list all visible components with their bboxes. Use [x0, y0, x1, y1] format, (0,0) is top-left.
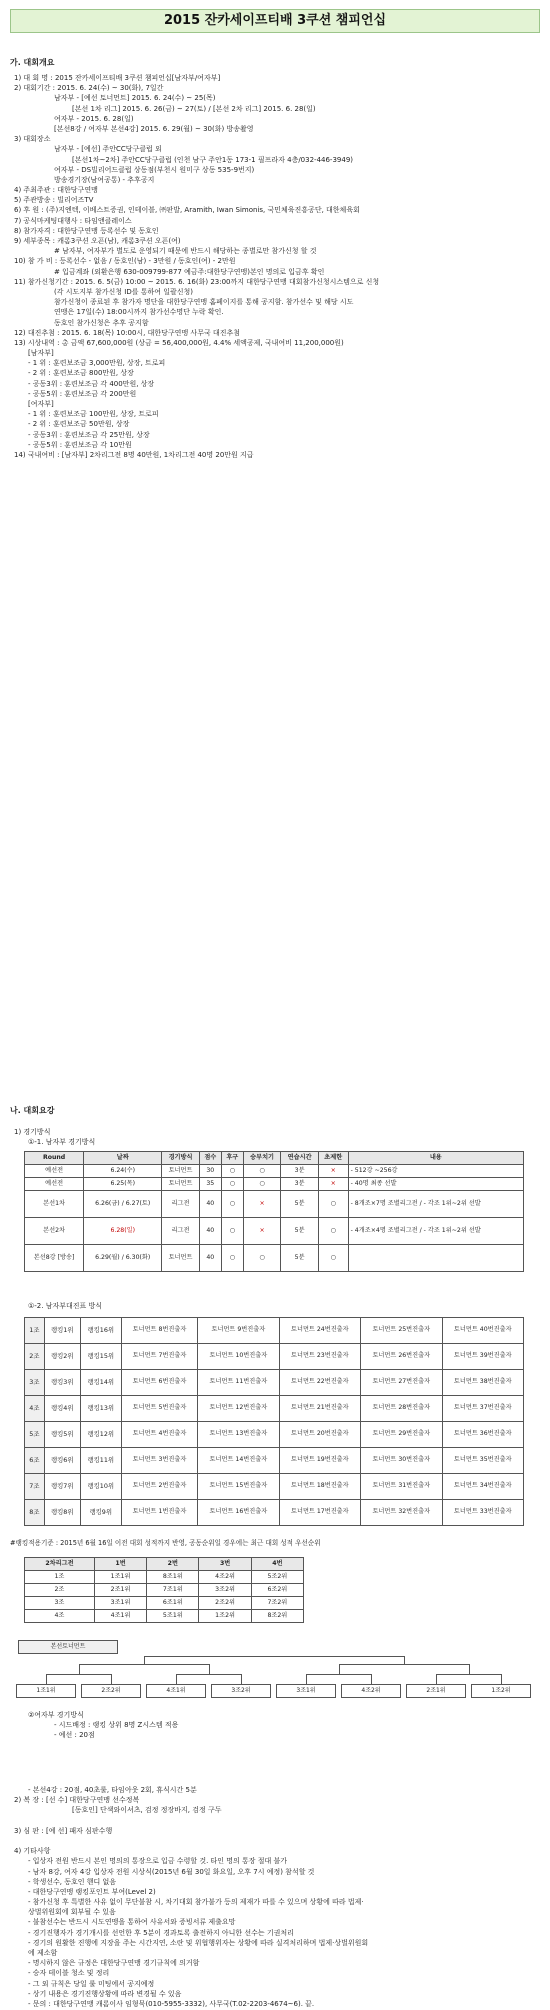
bracket-slot: 4조1위 — [146, 1684, 206, 1698]
list-item: 3) 대회장소 — [14, 135, 51, 144]
list-item: 에 제소함 — [28, 1949, 58, 1957]
table-cell: 6조1위 — [147, 1597, 199, 1610]
table-cell: 토너먼트 1번진출자 — [121, 1500, 197, 1526]
table-row — [25, 1318, 524, 1344]
table-row — [25, 1422, 524, 1448]
table-cell: 랭킹6위 — [44, 1448, 80, 1474]
table-cell: 본선8강 [방송] — [25, 1245, 84, 1272]
table-row — [25, 1245, 524, 1272]
table-row — [25, 1448, 524, 1474]
table-cell: 토너먼트 28번진출자 — [361, 1396, 442, 1422]
table-cell: 5조2위 — [251, 1571, 303, 1584]
table-header-cell: 승부치기 — [243, 1152, 281, 1165]
table-cell: 토너먼트 19번진출자 — [279, 1448, 360, 1474]
list-item: 5) 주관방송 : 빌리어즈TV — [14, 196, 94, 205]
table-cell: 랭킹15위 — [80, 1344, 121, 1370]
bracket-slot: 3조1위 — [276, 1684, 336, 1698]
list-item: 4) 기타사항 — [14, 1847, 51, 1856]
list-item: - 명시하지 않은 규정은 대한당구연맹 경기규칙에 의거함 — [28, 1959, 200, 1968]
bracket-connector — [79, 1664, 209, 1665]
table-cell: 토너먼트 33번진출자 — [442, 1500, 524, 1526]
list-item: 여자부 - DS빌리어드클럽 상동점(부천시 원미구 상동 535-9번지) — [54, 165, 255, 174]
table-cell: × — [318, 1165, 348, 1178]
table-cell: 토너먼트 32번진출자 — [361, 1500, 442, 1526]
table-cell: 6조2위 — [251, 1584, 303, 1597]
second-league-table — [24, 1557, 304, 1623]
list-item: [본선 1차 리그] 2015. 6. 26(금) ~ 27(토) / [본선 2차 리그] 2015. 6. 28(일) — [72, 104, 316, 113]
table-cell: ○ — [221, 1245, 243, 1272]
table-header-cell: 후구 — [221, 1152, 243, 1165]
table-cell: 8조2위 — [251, 1610, 303, 1623]
table-cell: 3조2위 — [199, 1584, 251, 1597]
bracket-slot: 3조2위 — [211, 1684, 271, 1698]
league-heading: ①-2. 남자부대진표 방식 — [28, 1302, 103, 1310]
table-cell: 7조2위 — [251, 1597, 303, 1610]
table-cell: 토너먼트 12번진출자 — [198, 1396, 279, 1422]
league-title-wrap — [14, 1302, 534, 1312]
table-cell: 5분 — [281, 1218, 319, 1245]
bracket-connector — [469, 1664, 470, 1674]
list-item: 3) 심 판 : [예 선] 패자 심판수행 — [14, 1826, 113, 1835]
list-item: 9) 세부종목 : 캐롬3쿠션 오픈(남), 캐롬3쿠션 오픈(여) — [14, 237, 181, 245]
list-item: 여자부 - 2015. 6. 28(일) — [54, 114, 134, 123]
men-match-format-table — [24, 1151, 524, 1272]
table-row — [25, 1218, 524, 1245]
women-method — [14, 1711, 534, 1742]
list-item: [본선8강 / 여자부 본선4강] 2015. 6. 29(월) ~ 30(화) 방송촬영 — [54, 124, 254, 133]
bracket-connector — [79, 1664, 80, 1674]
table-cell: 4조2위 — [199, 1571, 251, 1584]
table-row — [25, 1597, 304, 1610]
list-item: 11) 참가신청기간 : 2015. 6. 5(금) 10:00 ~ 2015. 6. 16(화) 23:00까지 대한당구연맹 대회참가신청시스템으로 신청 — [14, 277, 380, 286]
table-cell: ○ — [221, 1178, 243, 1191]
table-header-row — [25, 1152, 524, 1165]
table-cell: × — [243, 1218, 281, 1245]
table-cell — [348, 1245, 523, 1272]
table-cell: 토너먼트 36번진출자 — [442, 1422, 524, 1448]
table-cell: 3조 — [25, 1597, 95, 1610]
list-item: 연맹은 17일(수) 18:00시까지 참가선수명단 누락 확인. — [54, 308, 224, 317]
bracket-connector — [241, 1674, 242, 1684]
table-cell: 토너먼트 — [162, 1245, 200, 1272]
list-item: 8) 참가자격 : 대한당구연맹 등록선수 및 동호인 — [14, 226, 159, 235]
table-cell: 6.29(월) / 6.30(화) — [84, 1245, 162, 1272]
table-cell: 6.24(수) — [84, 1165, 162, 1178]
table-cell: ○ — [318, 1245, 348, 1272]
table-cell: 3조 — [25, 1370, 45, 1396]
list-item: 남자부 - [예선 토너먼트] 2015. 6. 24(수) ~ 25(목) — [54, 94, 216, 103]
bracket-slot: 1조1위 — [16, 1684, 76, 1698]
bracket-connector — [404, 1656, 405, 1664]
table-cell: 랭킹2위 — [44, 1344, 80, 1370]
list-item: 10) 참 가 비 : 등록선수 - 없음 / 동호인(남) - 3만원 / 동호인(여) - 2만원 — [14, 257, 236, 266]
group-draw-table — [24, 1317, 524, 1526]
table-cell: 40 — [199, 1191, 221, 1218]
table-cell: 토너먼트 31번진출자 — [361, 1474, 442, 1500]
table-cell: 토너먼트 26번진출자 — [361, 1344, 442, 1370]
section-heading-overview: 가. 대회개요 — [10, 58, 55, 67]
table-cell: 토너먼트 38번진출자 — [442, 1370, 524, 1396]
method-heading: 1) 경기방식 — [14, 1128, 51, 1136]
table-cell: 토너먼트 37번진출자 — [442, 1396, 524, 1422]
table-cell: 6.25(목) — [84, 1178, 162, 1191]
table-cell: 토너먼트 20번진출자 — [279, 1422, 360, 1448]
table-cell: ○ — [243, 1245, 281, 1272]
table-cell: 예선전 — [25, 1178, 84, 1191]
table-header-cell: 연습시간 — [281, 1152, 319, 1165]
list-item: - 참가신청 후 특별한 사유 없이 무단불참 시, 차기대회 참가불가 등의 제재가 따를 수 있으며 상황에 따라 법제· — [28, 1898, 364, 1907]
list-item: - 1 위 : 훈련보조금 3,000만원, 상장, 트로피 — [28, 359, 166, 368]
table-cell: 토너먼트 6번진출자 — [121, 1370, 197, 1396]
table-cell: ○ — [243, 1165, 281, 1178]
table-cell: 리그전 — [162, 1218, 200, 1245]
table-cell: 2조1위 — [94, 1584, 146, 1597]
table-row — [25, 1191, 524, 1218]
table-cell: 토너먼트 7번진출자 — [121, 1344, 197, 1370]
table-header-cell: 내용 — [348, 1152, 523, 1165]
table-cell: 5조 — [25, 1422, 45, 1448]
table-cell: 6.28(일) — [84, 1218, 162, 1245]
table-cell: 토너먼트 16번진출자 — [198, 1500, 279, 1526]
table-header-cell: 1번 — [94, 1558, 146, 1571]
list-item: [여자부] — [28, 400, 54, 408]
table-cell: 토너먼트 14번진출자 — [198, 1448, 279, 1474]
table-cell: 토너먼트 13번진출자 — [198, 1422, 279, 1448]
table-cell: 3조1위 — [94, 1597, 146, 1610]
bracket-connector — [501, 1674, 502, 1684]
table-cell: 토너먼트 4번진출자 — [121, 1422, 197, 1448]
list-item: - 본선4강 : 20점, 40초룰, 타임아웃 2회, 휴식시간 5분 — [28, 1786, 197, 1794]
list-item: # 입금계좌 (외환은행 630-009799-877 예금주:대한당구연맹)본인 명의로 입금후 확인 — [54, 267, 325, 276]
list-item: 2) 대회기간 : 2015. 6. 24(수) ~ 30(화), 7일간 — [14, 84, 164, 93]
table-cell: 랭킹16위 — [80, 1318, 121, 1344]
table-cell: ○ — [318, 1191, 348, 1218]
table-cell: 본선2차 — [25, 1218, 84, 1245]
men-method-heading: ①-1. 남자부 경기방식 — [28, 1138, 96, 1147]
table-cell: 토너먼트 39번진출자 — [442, 1344, 524, 1370]
list-item: - 공동3위 : 훈련보조금 각 25만원, 상장 — [28, 430, 150, 439]
table-cell: 8조1위 — [147, 1571, 199, 1584]
list-item: [본선1차~2차] 주안CC당구클럽 (인천 남구 주안1동 173-1 필프라자 4층/032-446-3949) — [72, 155, 354, 164]
table-cell: 토너먼트 24번진출자 — [279, 1318, 360, 1344]
bracket-slot: 1조2위 — [471, 1684, 531, 1698]
table-cell: 토너먼트 40번진출자 — [442, 1318, 524, 1344]
table-cell: 2조2위 — [199, 1597, 251, 1610]
table-cell: 랭킹12위 — [80, 1422, 121, 1448]
table-cell: 랭킹10위 — [80, 1474, 121, 1500]
list-item: - 2 위 : 훈련보조금 50만원, 상장 — [28, 420, 130, 429]
table-cell: 35 — [199, 1178, 221, 1191]
table-cell: 랭킹8위 — [44, 1500, 80, 1526]
table-cell: 40 — [199, 1218, 221, 1245]
table-header-cell: 점수 — [199, 1152, 221, 1165]
table-cell: - 40명 최종 선발 — [348, 1178, 523, 1191]
table-cell: 랭킹11위 — [80, 1448, 121, 1474]
list-item: - 상기 내용은 경기진행상황에 따라 변경될 수 있음 — [28, 1989, 182, 1998]
table-cell: 토너먼트 9번진출자 — [198, 1318, 279, 1344]
table-cell: 랭킹13위 — [80, 1396, 121, 1422]
table-header-cell: 경기방식 — [162, 1152, 200, 1165]
table-cell: ○ — [221, 1218, 243, 1245]
table-cell: - 512강 ~256강 — [348, 1165, 523, 1178]
list-item: 남자부 - [예선] 주안CC당구클럽 외 — [54, 145, 162, 154]
tournament-bracket — [12, 1640, 542, 1700]
table-cell: 토너먼트 27번진출자 — [361, 1370, 442, 1396]
bracket-connector — [176, 1674, 241, 1675]
table-header-cell: 2번 — [147, 1558, 199, 1571]
table-cell: 토너먼트 15번진출자 — [198, 1474, 279, 1500]
table-cell: ○ — [221, 1165, 243, 1178]
table-header-cell: 2차리그전 — [25, 1558, 95, 1571]
list-item: - 2 위 : 훈련보조금 800만원, 상장 — [28, 369, 134, 378]
women-method-heading: ②여자부 경기방식 — [28, 1711, 84, 1719]
women-prelim-line: - 예선 : 20점 — [54, 1731, 95, 1740]
table-cell: 토너먼트 34번진출자 — [442, 1474, 524, 1500]
women-seed-line: - 시드배정 : 랭킹 상위 8명 Z시스템 적용 — [54, 1721, 179, 1730]
list-item: 1) 대 회 명 : 2015 잔카세이프티배 3쿠션 챔피언십[남자부/여자부] — [14, 74, 221, 82]
table-cell: 7조1위 — [147, 1584, 199, 1597]
table-cell: 토너먼트 2번진출자 — [121, 1474, 197, 1500]
list-item: 6) 후 원 : (주)지엔텍, 이베스트증권, 인테이블, ㈜판발, Aramith, Iwan Simonis, 국민체육진흥공단, 대한체육회 — [14, 206, 360, 215]
table-header-cell: 날짜 — [84, 1152, 162, 1165]
table-cell: 30 — [199, 1165, 221, 1178]
table-cell: 1조1위 — [94, 1571, 146, 1584]
list-item: - 불참선수는 반드시 시도연맹을 통하여 사유서와 증빙서류 제출요망 — [28, 1918, 236, 1927]
table-row — [25, 1344, 524, 1370]
list-item: - 공동5위 : 훈련보조금 각 200만원 — [28, 389, 137, 398]
table-cell: 40 — [199, 1245, 221, 1272]
table-header-cell: 초제한 — [318, 1152, 348, 1165]
ranking-note-wrap — [10, 1539, 530, 1549]
list-item: - 대한당구연맹 랭킹포인트 부여(Level 2) — [28, 1887, 156, 1896]
list-item: 상벌위원회에 회부될 수 있음 — [28, 1908, 116, 1917]
table-header-cell: 3번 — [199, 1558, 251, 1571]
table-cell: 토너먼트 10번진출자 — [198, 1344, 279, 1370]
table-cell: 토너먼트 5번진출자 — [121, 1396, 197, 1422]
table-cell: 2조 — [25, 1344, 45, 1370]
list-item: [동호인] 단색와이셔츠, 검정 정장바지, 검정 구두 — [72, 1806, 222, 1815]
list-item: - 남자 8강, 여자 4강 입상자 전원 시상식(2015년 6월 30일 화요일, 오후 7시 예정) 참석할 것 — [28, 1867, 315, 1876]
table-cell: - 8개조×7명 조별리그전 / - 각조 1위~2위 선발 — [348, 1191, 523, 1218]
list-item: (각 시도지부 참가신청 ID를 통하여 일괄신청) — [54, 287, 193, 296]
list-item: - 1 위 : 훈련보조금 100만원, 상장, 트로피 — [28, 410, 159, 419]
table-cell: 토너먼트 — [162, 1178, 200, 1191]
table-cell: 6조 — [25, 1448, 45, 1474]
table-cell: ○ — [221, 1191, 243, 1218]
list-item: - 그 외 규칙은 당일 룰 미팅에서 공지예정 — [28, 1979, 155, 1988]
table-row — [25, 1584, 304, 1597]
list-item: 12) 대진추첨 : 2015. 6. 18(목) 10:00시, 대한당구연맹 사무국 대진추첨 — [14, 328, 240, 337]
table-header-row — [25, 1558, 304, 1571]
table-cell: 토너먼트 3번진출자 — [121, 1448, 197, 1474]
table-cell: 7조 — [25, 1474, 45, 1500]
list-item: 동호인 참가신청은 추후 공지함 — [54, 318, 149, 327]
bracket-connector — [176, 1674, 177, 1684]
bracket-connector — [144, 1656, 404, 1657]
table-cell: 토너먼트 23번진출자 — [279, 1344, 360, 1370]
bracket-connector — [371, 1674, 372, 1684]
list-item — [14, 1817, 534, 1827]
table-cell: ○ — [243, 1178, 281, 1191]
table-cell: 토너먼트 25번진출자 — [361, 1318, 442, 1344]
bracket-connector — [46, 1674, 111, 1675]
list-item: - 승자 테이블 청소 및 정리 — [28, 1969, 110, 1978]
list-item: - 문의 : 대한당구연맹 캐롬이사 임형묵(010-5955-3332), 사무국(T.02-2203-4674~6). 끝. — [28, 1999, 315, 2008]
table-row — [25, 1571, 304, 1584]
table-cell: 5분 — [281, 1245, 319, 1272]
table-cell: 3분 — [281, 1165, 319, 1178]
table-cell: 토너먼트 18번진출자 — [279, 1474, 360, 1500]
bracket-connector — [306, 1674, 371, 1675]
list-item: 2) 복 장 : [선 수] 대한당구연맹 선수정복 — [14, 1796, 140, 1805]
bracket-connector — [46, 1674, 47, 1684]
table-row — [25, 1178, 524, 1191]
table-cell: 랭킹7위 — [44, 1474, 80, 1500]
bracket-connector — [339, 1664, 340, 1674]
table-cell: 3분 — [281, 1178, 319, 1191]
table-cell: 8조 — [25, 1500, 45, 1526]
bracket-label: 본선토너먼트 — [18, 1640, 118, 1654]
list-item: - 공동5위 : 훈련보조금 각 10만원 — [28, 440, 132, 449]
section-heading-rules: 나. 대회요강 — [10, 1106, 55, 1115]
table-cell: × — [243, 1191, 281, 1218]
table-cell: 랭킹1위 — [44, 1318, 80, 1344]
list-item: 13) 시상내역 : 총 금액 67,600,000원 (상금 = 56,400,000원, 4.4% 세액공제, 국내여비 11,200,000원) — [14, 338, 344, 347]
table-cell: 랭킹9위 — [80, 1500, 121, 1526]
list-item: - 학생선수, 동호인 핸디 없음 — [28, 1877, 117, 1886]
list-item: 4) 주최주관 : 대한당구연맹 — [14, 186, 98, 195]
table-cell: 토너먼트 30번진출자 — [361, 1448, 442, 1474]
table-cell: 토너먼트 22번진출자 — [279, 1370, 360, 1396]
list-item: [남자부] — [28, 349, 54, 358]
list-item — [14, 1837, 534, 1847]
table-row — [25, 1500, 524, 1526]
bracket-connector — [111, 1674, 112, 1684]
table-row — [25, 1396, 524, 1422]
list-item: - 공동3위 : 훈련보조금 각 400만원, 상장 — [28, 379, 155, 388]
table-cell: 리그전 — [162, 1191, 200, 1218]
table-cell: - 4개조×4명 조별리그전 / - 각조 1위~2위 선발 — [348, 1218, 523, 1245]
table-cell: 토너먼트 21번진출자 — [279, 1396, 360, 1422]
table-cell: 랭킹14위 — [80, 1370, 121, 1396]
list-item: - 경기진행자가 경기개시를 선언한 후 5분이 경과토록 출전하지 아니한 선수는 기권처리 — [28, 1928, 294, 1937]
table-cell: × — [318, 1178, 348, 1191]
table-cell: 랭킹3위 — [44, 1370, 80, 1396]
ranking-note: #랭킹적용기준 : 2015년 6월 16일 이전 대회 성적까지 반영, 공동순위일 경우에는 최근 대회 성적 우선순위 — [10, 1539, 321, 1547]
table-cell: 토너먼트 11번진출자 — [198, 1370, 279, 1396]
bracket-connector — [436, 1674, 501, 1675]
bracket-connector — [306, 1674, 307, 1684]
list-item: - 입상자 전원 반드시 본인 명의의 통장으로 입금 수령할 것. 타인 명의 통장 절대 불가 — [28, 1857, 288, 1866]
page-title: 2015 잔카세이프티배 3쿠션 챔피언십 — [10, 9, 540, 33]
bracket-connector — [209, 1664, 210, 1674]
table-cell: 4조 — [25, 1610, 95, 1623]
table-cell: 2조 — [25, 1584, 95, 1597]
list-item: - 경기의 원활한 진행에 지장을 주는 시간지연, 소란 및 위협행위자는 상황에 따라 실격처리하며 법제·상벌위원회 — [28, 1938, 369, 1947]
bracket-connector — [144, 1656, 145, 1664]
table-cell: 4조1위 — [94, 1610, 146, 1623]
table-header-cell: Round — [25, 1152, 84, 1165]
table-cell: 4조 — [25, 1396, 45, 1422]
table-cell: 예선전 — [25, 1165, 84, 1178]
table-cell: 5분 — [281, 1191, 319, 1218]
table-cell: ○ — [318, 1218, 348, 1245]
table-cell: 토너먼트 35번진출자 — [442, 1448, 524, 1474]
table-cell: 5조1위 — [147, 1610, 199, 1623]
list-item: 방송경기장(남여공통) - 추후공지 — [54, 175, 155, 184]
bracket-connector — [436, 1674, 437, 1684]
table-cell: 본선1차 — [25, 1191, 84, 1218]
list-item: 7) 공식마케팅대행사 : 타임앤클레이스 — [14, 216, 132, 225]
other-rules-list — [14, 1786, 534, 2010]
method-title — [14, 1128, 534, 1148]
table-header-cell: 4번 — [251, 1558, 303, 1571]
table-cell: 1조 — [25, 1318, 45, 1344]
table-cell: 1조 — [25, 1571, 95, 1584]
table-cell: 랭킹5위 — [44, 1422, 80, 1448]
table-cell: 6.26(금) / 6.27(토) — [84, 1191, 162, 1218]
table-cell: 토너먼트 29번진출자 — [361, 1422, 442, 1448]
list-item: 참가신청이 종료된 후 참가자 명단을 대한당구연맹 홈페이지를 통해 공지함. 참가선수 및 해당 시도 — [54, 298, 354, 307]
table-cell: 토너먼트 17번진출자 — [279, 1500, 360, 1526]
list-item: 14) 국내여비 : [남자부] 2차리그전 8명 40만원, 1차리그전 40명 20만원 지급 — [14, 450, 254, 459]
table-row — [25, 1370, 524, 1396]
overview-list — [14, 74, 534, 461]
table-cell: 랭킹4위 — [44, 1396, 80, 1422]
table-row — [25, 1165, 524, 1178]
table-cell: 1조2위 — [199, 1610, 251, 1623]
table-row — [25, 1610, 304, 1623]
bracket-slot: 2조2위 — [81, 1684, 141, 1698]
table-cell: 토너먼트 8번진출자 — [121, 1318, 197, 1344]
list-item: # 남자부, 여자부가 별도로 운영되기 때문에 반드시 해당하는 종별로만 참가신청 할 것 — [54, 247, 317, 256]
bracket-connector — [339, 1664, 469, 1665]
bracket-slot: 4조2위 — [341, 1684, 401, 1698]
bracket-slot: 2조1위 — [406, 1684, 466, 1698]
table-row — [25, 1474, 524, 1500]
table-cell: 토너먼트 — [162, 1165, 200, 1178]
